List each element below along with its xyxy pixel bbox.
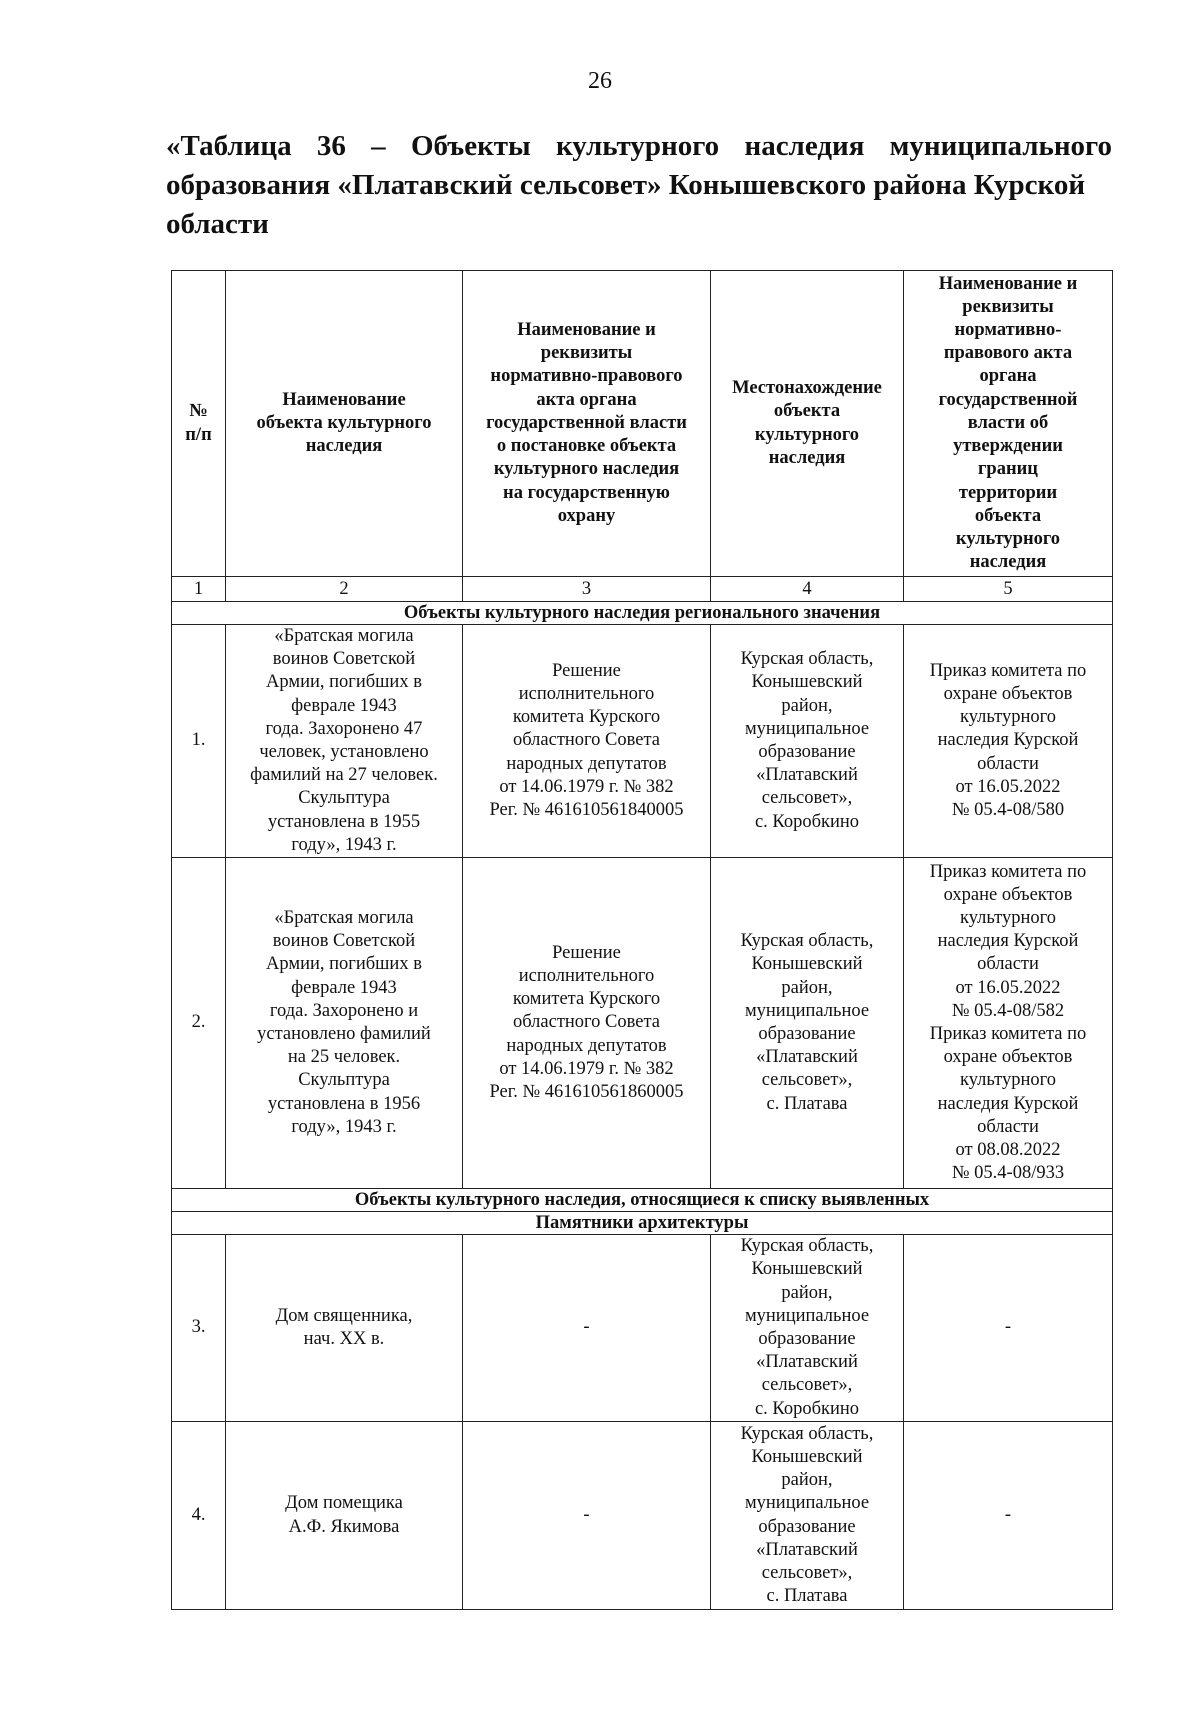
- location: Курская область, Конышевский район, муниципальное образование «Платавский сельсовет», с. Коробкино: [711, 625, 904, 858]
- column-number: 3: [463, 577, 711, 602]
- object-name: «Братская могила воинов Советской Армии, погибших в феврале 1943 года. Захоронено 47 человек, установлено фамилий на 27 человек. Скульптура установлена в 1955 году», 1943 г.: [226, 625, 463, 858]
- protection-act: Решение исполнительного комитета Курского областного Совета народных депутатов от 14.06.1979 г. № 382 Рег. № 461610561860005: [463, 858, 711, 1189]
- header-number: № п/п: [172, 271, 226, 577]
- row-number: 4.: [172, 1422, 226, 1610]
- subsection-architecture-title: Памятники архитектуры: [172, 1212, 1113, 1235]
- row-number: 3.: [172, 1235, 226, 1422]
- document-title: [166, 127, 1112, 244]
- boundary-act: -: [904, 1422, 1113, 1610]
- boundary-act: Приказ комитета по охране объектов культурного наследия Курской области от 16.05.2022 № 05.4-08/582 Приказ комитета по охране объектов культурного наследия Курской области от 08.08.2022 № 05.4-08/933: [904, 858, 1113, 1189]
- title-line-1: «Таблица 36 – Объекты культурного наследия муниципального: [166, 130, 1112, 162]
- title-line-3: области: [166, 208, 269, 240]
- table-header-row: [172, 271, 1113, 577]
- header-location: Местонахождение объекта культурного наследия: [711, 271, 904, 577]
- location: Курская область, Конышевский район, муниципальное образование «Платавский сельсовет», с. Коробкино: [711, 1235, 904, 1422]
- table-row: [172, 858, 1113, 1189]
- table-row: [172, 1422, 1113, 1610]
- header-boundary-act: Наименование и реквизиты нормативно- правового акта органа государственной власти об утверждении границ территории объекта культурного наследия: [904, 271, 1113, 577]
- subsection-row: [172, 1212, 1113, 1235]
- boundary-act: -: [904, 1235, 1113, 1422]
- header-object-name: Наименование объекта культурного наследия: [226, 271, 463, 577]
- table-row: [172, 1235, 1113, 1422]
- section-regional-title: Объекты культурного наследия регионального значения: [172, 602, 1113, 625]
- column-number: 2: [226, 577, 463, 602]
- column-number: 1: [172, 577, 226, 602]
- object-name: Дом помещика А.Ф. Якимова: [226, 1422, 463, 1610]
- location: Курская область, Конышевский район, муниципальное образование «Платавский сельсовет», с. Платава: [711, 1422, 904, 1610]
- boundary-act: Приказ комитета по охране объектов культурного наследия Курской области от 16.05.2022 № 05.4-08/580: [904, 625, 1113, 858]
- row-number: 2.: [172, 858, 226, 1189]
- section-identified-title: Объекты культурного наследия, относящиеся к списку выявленных: [172, 1189, 1113, 1212]
- row-number: 1.: [172, 625, 226, 858]
- section-row: [172, 1189, 1113, 1212]
- header-protection-act: Наименование и реквизиты нормативно-правового акта органа государственной власти о постановке объекта культурного наследия на государственную охрану: [463, 271, 711, 577]
- protection-act: -: [463, 1422, 711, 1610]
- object-name: Дом священника, нач. XX в.: [226, 1235, 463, 1422]
- protection-act: -: [463, 1235, 711, 1422]
- protection-act: Решение исполнительного комитета Курского областного Совета народных депутатов от 14.06.1979 г. № 382 Рег. № 461610561840005: [463, 625, 711, 858]
- table-row: [172, 625, 1113, 858]
- location: Курская область, Конышевский район, муниципальное образование «Платавский сельсовет», с. Платава: [711, 858, 904, 1189]
- section-row: [172, 602, 1113, 625]
- title-line-2: образования «Платавский сельсовет» Конышевского района Курской: [166, 169, 1086, 201]
- column-number-row: [172, 577, 1113, 602]
- column-number: 5: [904, 577, 1113, 602]
- page-number: 26: [588, 68, 612, 94]
- object-name: «Братская могила воинов Советской Армии, погибших в феврале 1943 года. Захоронено и установлено фамилий на 25 человек. Скульптура установлена в 1956 году», 1943 г.: [226, 858, 463, 1189]
- heritage-table: [171, 270, 1113, 1610]
- column-number: 4: [711, 577, 904, 602]
